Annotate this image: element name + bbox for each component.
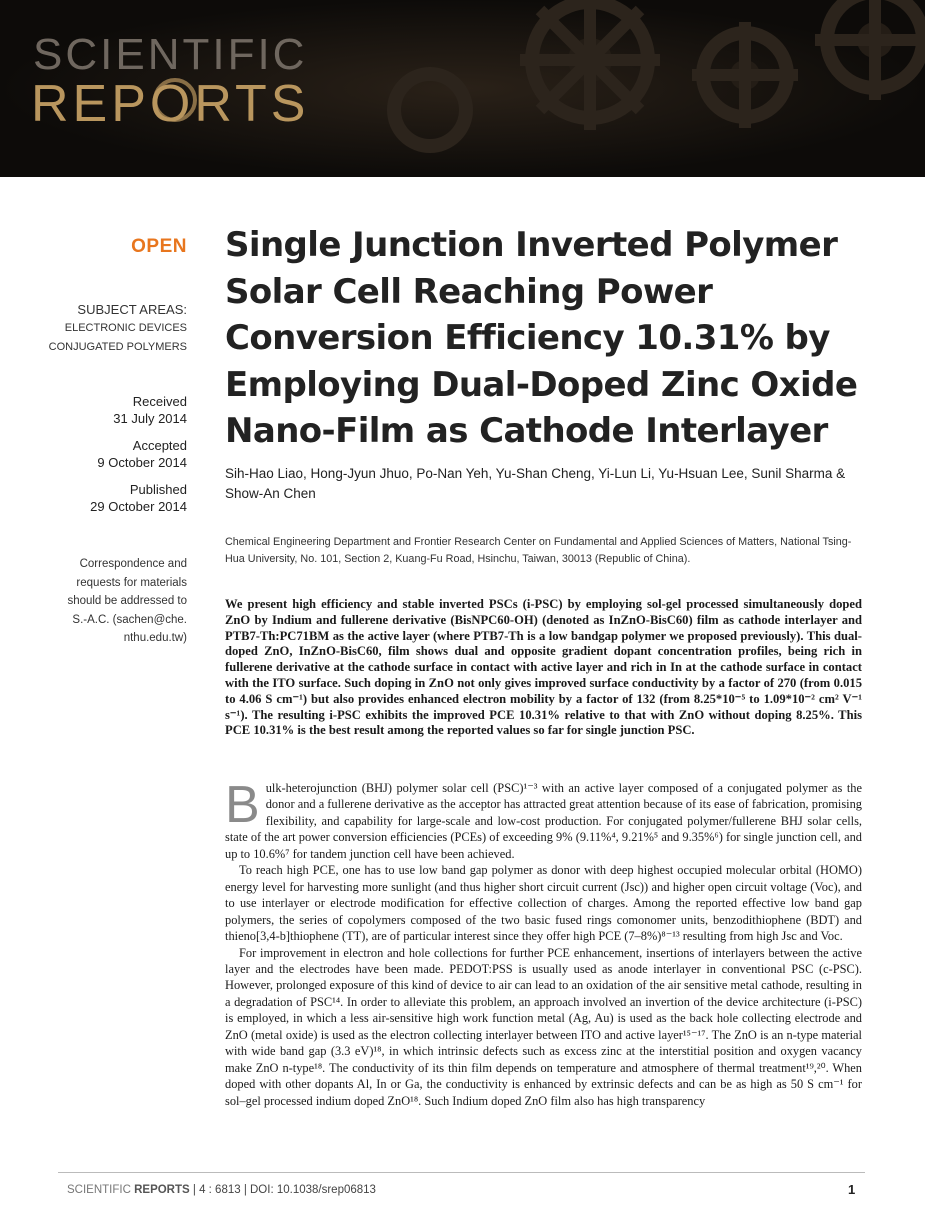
journal-banner [0, 0, 925, 177]
received-label: Received [132, 394, 187, 409]
footer-brand-scientific: SCIENTIFIC [67, 1184, 131, 1196]
article-dates [40, 393, 187, 515]
journal-logo-top: SCIENTIFIC [33, 30, 308, 79]
body-paragraph: Bulk-heterojunction (BHJ) polymer solar cell (PSC)¹⁻³ with an active layer composed of a conjugated polymer as the donor and a fullerene derivative as the acceptor has attracted great attention because of its ease of fabrication, promising flexibility, and capability for large-scale and low-cost production. For conjugated polymer/fullerene BHJ solar cells, state of the art power conversion efficiencies (PCEs) of exceeding 9% (9.11%⁴, 9.21%⁵ and 9.35%⁶) for single junction cell, and up to 10.6%⁷ for tandem junction cell have been achieved. [225, 776, 862, 861]
body-paragraph: For improvement in electron and hole collections for further PCE enhancement, insertions of interlayers between the active layer and the electrodes have been made. PEDOT:PSS is usually used as anode interlayer in conventional PSC (c-PSC). However, prolonged exposure of this kind of device to air can lead to an oxidation of the air sensitive metal cathode, resulting in a degradation of PSC¹⁴. In order to alleviate this problem, an approach involved an invertion of the device architecture (i-PSC) is employed, in which a less air-sensitive high work function metal (Ag, Au) is used as the back hole collecting electrode and ZnO (metal oxide) is used as the electron collecting interlayer between ITO and active layer¹⁵⁻¹⁷. The ZnO is an n-type material with wide band gap (3.3 eV)¹⁸, in which intrinsic defects such as excess zinc at the interstitial position and oxygen vacancy make ZnO n-type¹⁸. The conductivity of its thin film depends on temperature and atmosphere of thermal treatment¹⁹,²⁰. When doped with other dopants Al, In or Ga, the conductivity is enhanced by extrinsic defects and can be as high as 50 S cm⁻¹ for sol–gel processed indium doped ZnO¹⁸. Such Indium doped ZnO film also has high transparency [225, 945, 862, 1108]
correspondence-note [40, 555, 187, 648]
footer-brand-reports: REPORTS [134, 1184, 190, 1196]
subject-areas-heading: SUBJECT AREAS: [77, 302, 187, 317]
body-paragraph: To reach high PCE, one has to use low band gap polymer as donor with deep highest occupied molecular orbital (HOMO) energy level for harvesting more sunlight (and thus higher short circuit current (Jsc)) and higher open circuit voltage (Voc), and to use interlayer or electrode modification for effective collection of charges. Among the reported effective low band gap polymers, the series of copolymers composed of the two basic fused rings comonomer units, benzodithiophene (BDT) and thieno[3,4-b]thiophene (TT), are of particular interest since they offer high PCE (7–8%)⁸⁻¹³ resulting from high Jsc and Voc. [225, 863, 862, 944]
affiliation: Chemical Engineering Department and Frontier Research Center on Fundamental and Applied Sciences of Matters, National Tsing-Hua University, No. 101, Section 2, Kuang-Fu Road, Hsinchu, Taiwan, 30013 (Republic of China). [225, 536, 852, 565]
subject-link-electronic-devices[interactable]: ELECTRONIC DEVICES [64, 322, 187, 334]
subject-link-conjugated-polymers[interactable]: CONJUGATED POLYMERS [48, 341, 187, 353]
author-list: Sih-Hao Liao, Hong-Jyun Jhuo, Po-Nan Yeh, Yu-Shan Cheng, Yi-Lun Li, Yu-Hsuan Lee, Sunil Sharma & Show-An Chen [225, 466, 846, 501]
open-access-label: OPEN [131, 236, 187, 257]
article-body [225, 776, 862, 1109]
published-label: Published [129, 482, 187, 497]
journal-logo-bottom: REPORTS [31, 75, 310, 133]
page-number: 1 [848, 1182, 856, 1197]
subject-areas [40, 300, 187, 357]
accepted-date: 9 October 2014 [97, 455, 187, 470]
correspondence-email[interactable]: S.-A.C. (sachen@che. [72, 613, 187, 626]
footer-citation [67, 1184, 376, 1196]
footer-divider [58, 1172, 865, 1173]
correspondence-email[interactable]: nthu.edu.tw) [123, 632, 187, 644]
abstract: We present high efficiency and stable inverted PSCs (i-PSC) by employing sol-gel processed simultaneously doped ZnO by Indium and fullerene derivative (BisNPC60-OH) (denoted as InZnO-BisC60) film as cathode interlayer and PTB7-Th:PC71BM as the active layer (where PTB7-Th is a low bandgap polymer we proposed previously). This dual-doped ZnO, InZnO-BisC60, film shows dual and opposite gradient dopant concentration profiles, being rich in fullerene derivative at the cathode surface in contact with active layer and rich in In at the cathode surface in contact with the ITO surface. Such doping in ZnO not only gives improved surface conductivity by a factor of 270 (from 0.015 to 4.06 S cm⁻¹) but also provides enhanced electron mobility by a factor of 132 (from 8.25*10⁻⁵ to 1.09*10⁻² cm² V⁻¹ s⁻¹). The resulting i-PSC exhibits the improved PCE 10.31% relative to that with ZnO without doping 8.25%. This PCE 10.31% is the best result among the reported values so far for single junction PSC. [225, 597, 862, 738]
accepted-label: Accepted [132, 438, 187, 453]
drop-cap: B [225, 776, 260, 834]
correspondence-line: requests for materials [76, 576, 187, 589]
correspondence-line: Correspondence and [79, 558, 187, 570]
footer-doi[interactable]: | 4 : 6813 | DOI: 10.1038/srep06813 [189, 1184, 376, 1196]
received-date: 31 July 2014 [113, 411, 187, 426]
correspondence-line: should be addressed to [67, 595, 187, 607]
published-date: 29 October 2014 [90, 499, 187, 514]
article-title: Single Junction Inverted Polymer Solar Cell Reaching Power Conversion Efficiency 10.31% by Employing Dual-Doped Zinc Oxide Nano-Film as Cathode Interlayer [225, 225, 858, 451]
